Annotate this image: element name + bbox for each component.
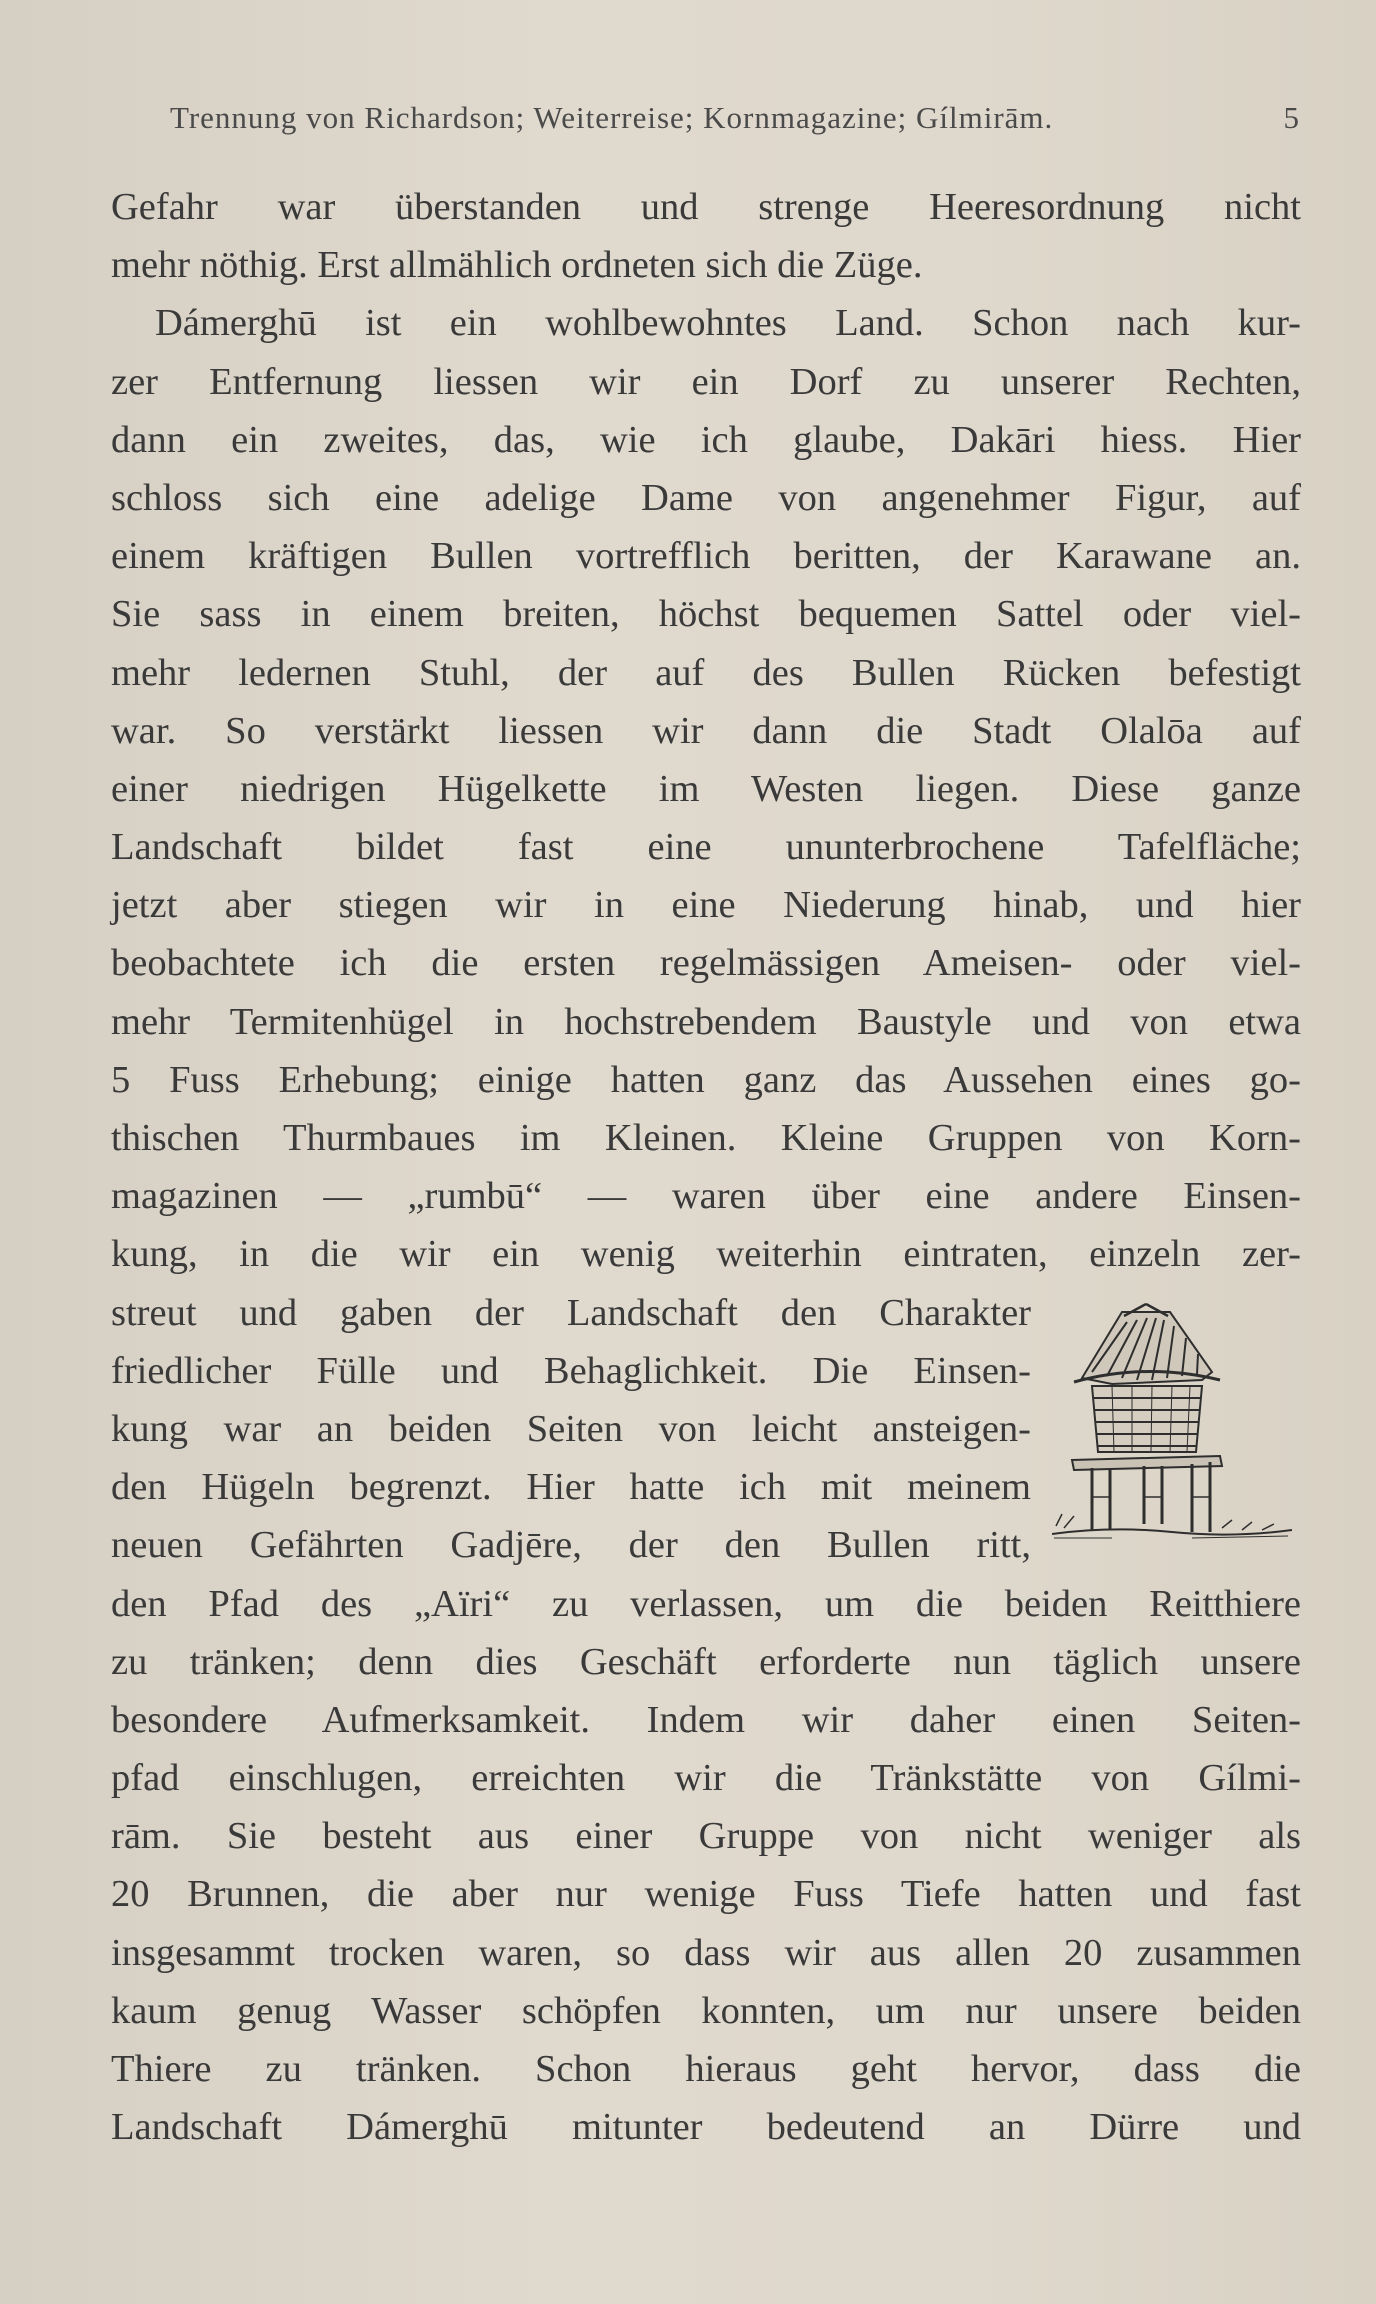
body-text (111, 178, 1301, 2156)
granary-illustration (1052, 1302, 1292, 1564)
page-number: 5 (1283, 100, 1300, 135)
text-line: Thiere zu tränken. Schon hieraus geht hervor, dass die (111, 2048, 1301, 2090)
text-line: neuen Gefährten Gadjēre, der den Bullen ritt, (111, 1524, 1031, 1567)
running-header (170, 100, 1300, 136)
text-line: zer Entfernung liessen wir ein Dorf zu unserer Rechten, (111, 360, 1301, 403)
text-line: Sie sass in einem breiten, höchst bequemen Sattel oder viel- (111, 593, 1301, 636)
text-line: war. So verstärkt liessen wir dann die Stadt Olalōa auf (111, 709, 1301, 752)
running-title: Trennung von Richardson; Weiterreise; Kornmagazine; Gílmirām. (170, 100, 1054, 135)
text-line: den Pfad des „Aïri“ zu verlassen, um die beiden Reitthiere (111, 1582, 1301, 1625)
text-line: 5 Fuss Erhebung; einige hatten ganz das Aussehen eines go- (111, 1058, 1301, 1101)
text-line: Dámerghū ist ein wohlbewohntes Land. Schon nach kur- (155, 302, 1301, 345)
text-line: einem kräftigen Bullen vortrefflich beritten, der Karawane an. (111, 535, 1301, 578)
text-line: einer niedrigen Hügelkette im Westen liegen. Diese ganze (111, 767, 1301, 810)
text-line: mehr Termitenhügel in hochstrebendem Baustyle und von etwa (111, 1000, 1301, 1043)
text-line: besondere Aufmerksamkeit. Indem wir daher einen Seiten- (111, 1698, 1301, 1741)
text-line: beobachtete ich die ersten regelmässigen Ameisen- oder viel- (111, 942, 1301, 985)
text-line: thischen Thurmbaues im Kleinen. Kleine Gruppen von Korn- (111, 1117, 1301, 1159)
text-line: friedlicher Fülle und Behaglichkeit. Die Einsen- (111, 1349, 1031, 1392)
text-line: pfad einschlugen, erreichten wir die Tränkstätte von Gílmi- (111, 1757, 1301, 1800)
text-line: dann ein zweites, das, wie ich glaube, Dakāri hiess. Hier (111, 418, 1301, 461)
text-line: insgesammt trocken waren, so dass wir aus allen 20 zusammen (111, 1931, 1301, 1974)
text-line: Landschaft Dámerghū mitunter bedeutend an Dürre und (111, 2106, 1301, 2149)
text-line: rām. Sie besteht aus einer Gruppe von nicht weniger als (111, 1815, 1301, 1858)
text-line: kung, in die wir ein wenig weiterhin eintraten, einzeln zer- (111, 1233, 1301, 1276)
granary-icon (1052, 1302, 1292, 1564)
text-line: streut und gaben der Landschaft den Charakter (111, 1291, 1031, 1334)
text-line: schloss sich eine adelige Dame von angenehmer Figur, auf (111, 476, 1301, 519)
text-line: kaum genug Wasser schöpfen konnten, um nur unsere beiden (111, 1989, 1301, 2032)
text-line: Landschaft bildet fast eine ununterbrochene Tafelfläche; (111, 826, 1301, 869)
text-line: magazinen — „rumbū“ — waren über eine andere Einsen- (111, 1175, 1301, 1218)
text-line: jetzt aber stiegen wir in eine Niederung hinab, und hier (111, 884, 1301, 927)
text-line: 20 Brunnen, die aber nur wenige Fuss Tiefe hatten und fast (111, 1873, 1301, 1916)
text-line: den Hügeln begrenzt. Hier hatte ich mit meinem (111, 1466, 1031, 1509)
text-line: mehr nöthig. Erst allmählich ordneten sich die Züge. (111, 244, 923, 287)
text-line: zu tränken; denn dies Geschäft erforderte nun täglich unsere (111, 1640, 1301, 1683)
text-line: mehr ledernen Stuhl, der auf des Bullen Rücken befestigt (111, 651, 1301, 694)
text-line: Gefahr war überstanden und strenge Heeresordnung nicht (111, 186, 1301, 228)
text-line: kung war an beiden Seiten von leicht ansteigen- (111, 1407, 1031, 1450)
